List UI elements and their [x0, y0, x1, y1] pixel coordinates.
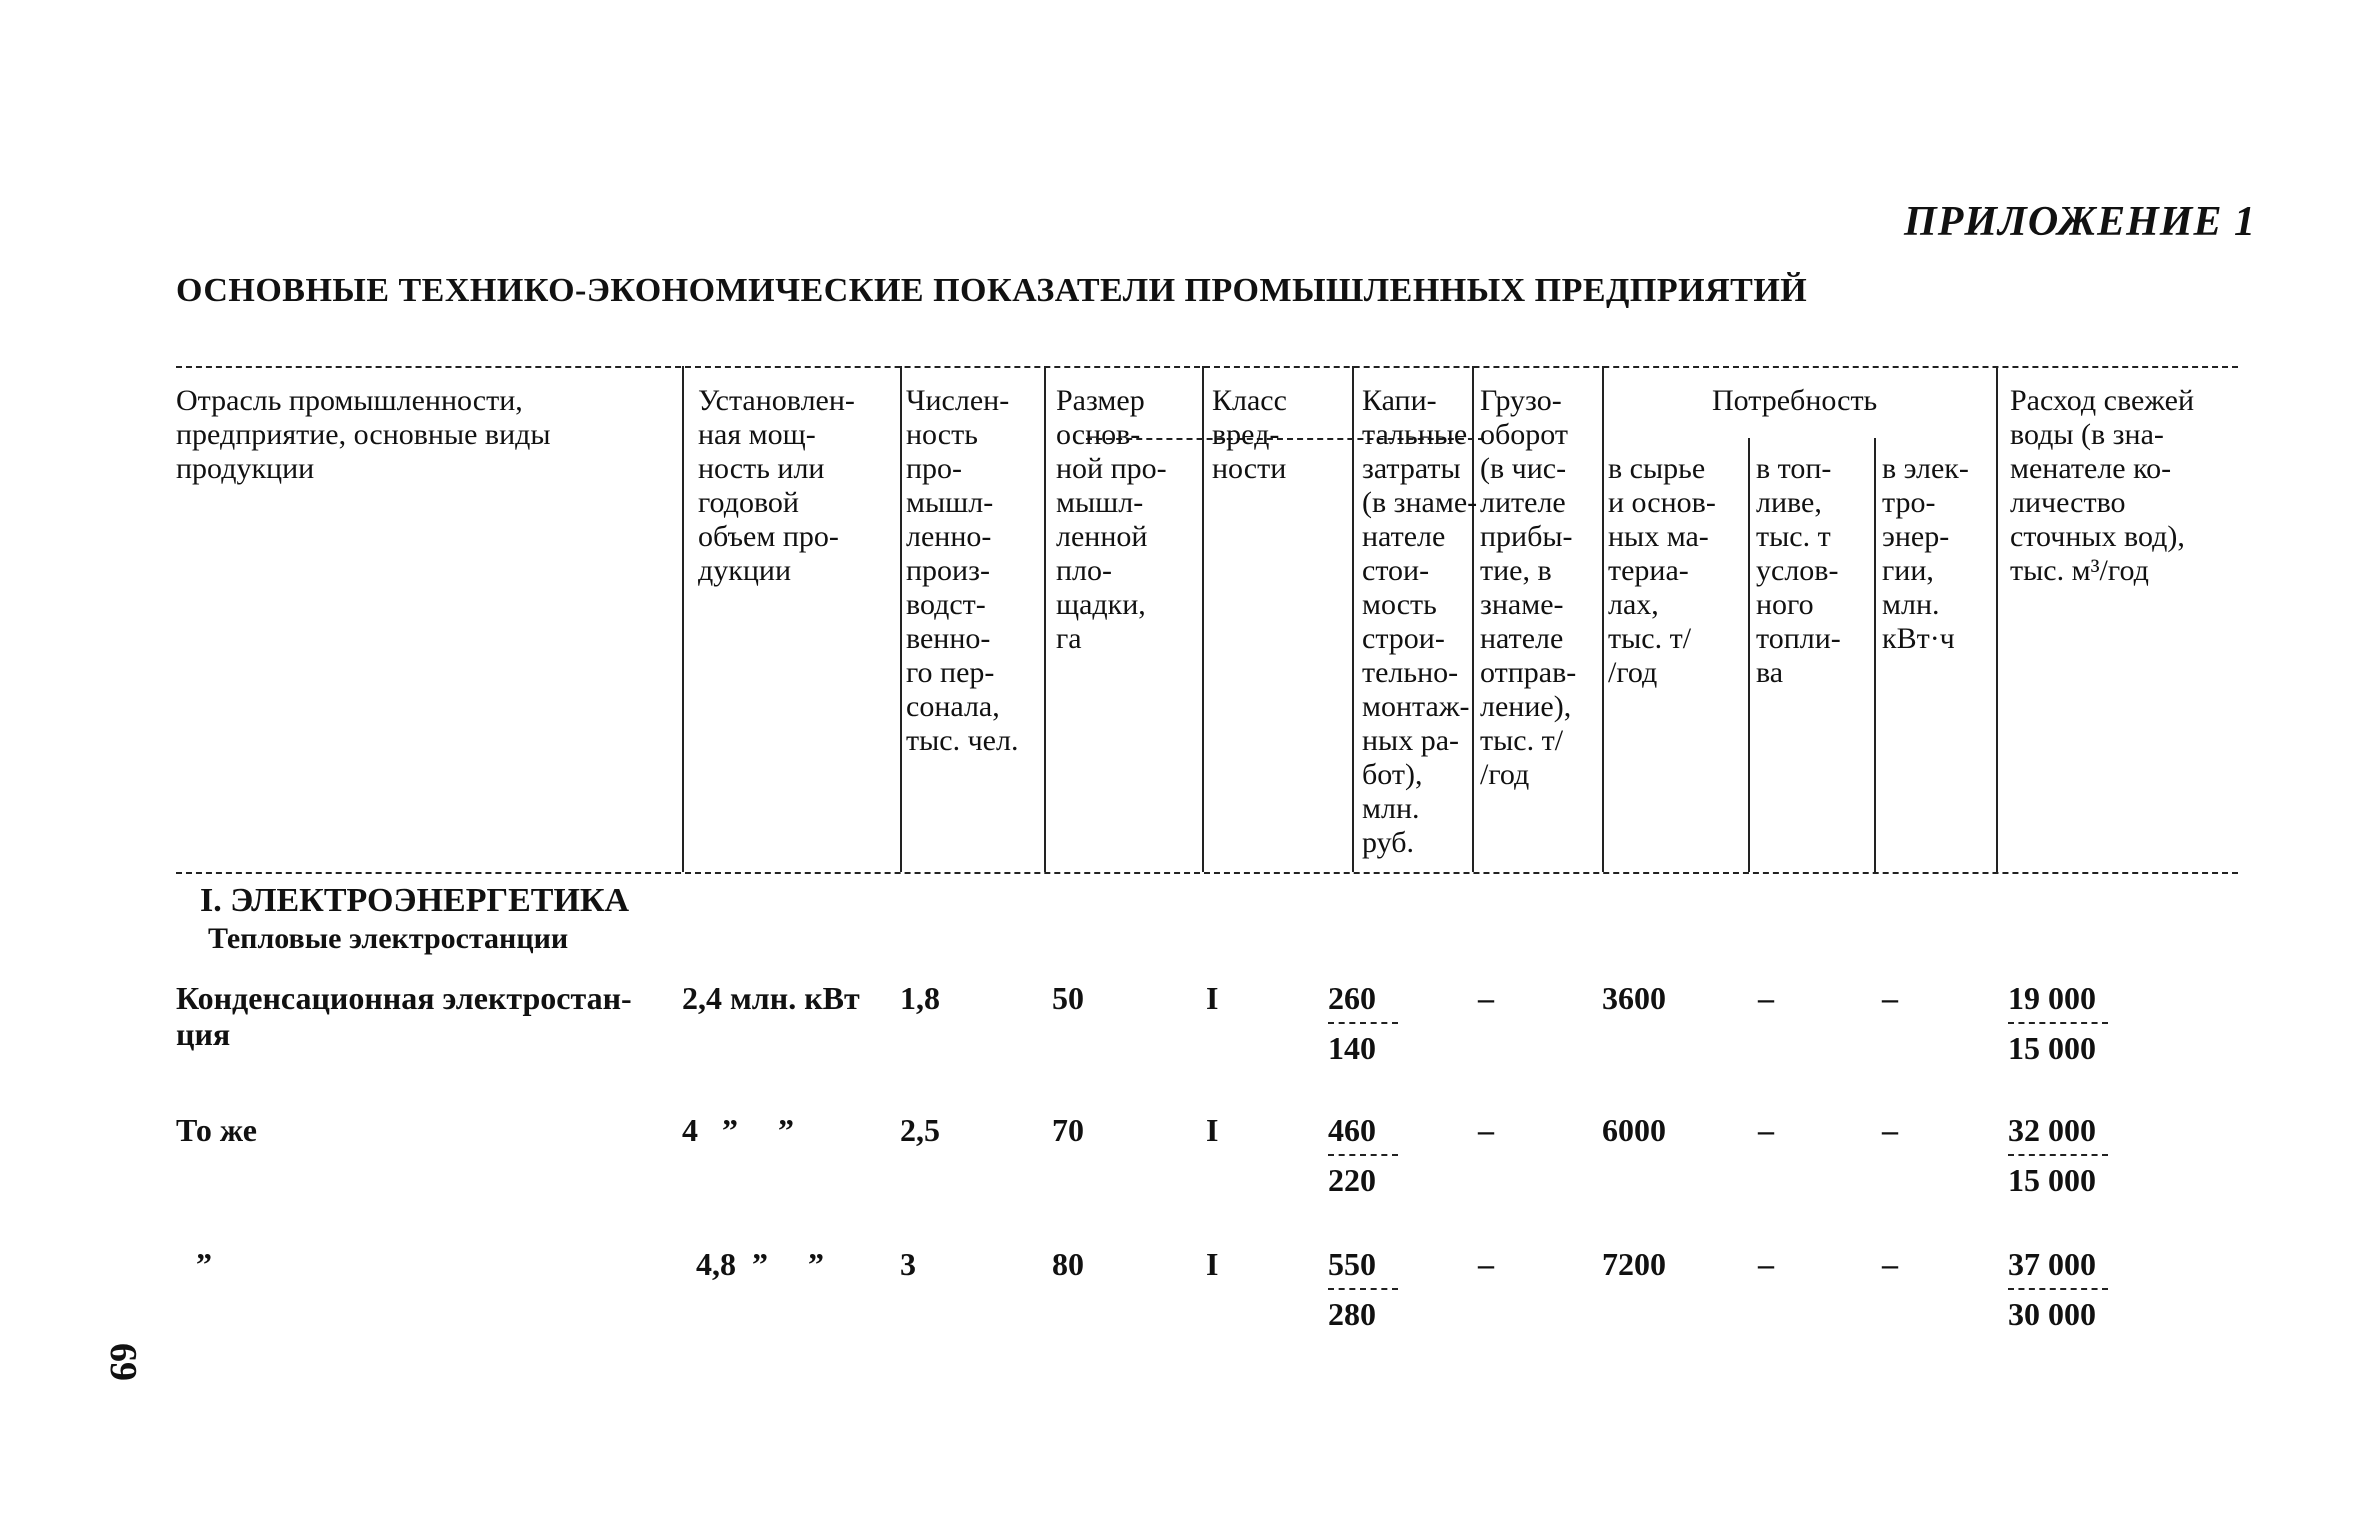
- row-name: ”: [196, 1246, 212, 1282]
- col-divider: [1352, 366, 1354, 872]
- water-denominator: 15 000: [2008, 1162, 2096, 1198]
- row-area: 50: [1052, 980, 1084, 1016]
- row-fuel: –: [1758, 980, 1774, 1016]
- page-number: 69: [102, 1343, 144, 1381]
- row-freight: –: [1478, 980, 1494, 1016]
- row-hazard: I: [1206, 1112, 1219, 1148]
- row-freight: –: [1478, 1246, 1494, 1282]
- row-raw: 7200: [1602, 1246, 1666, 1282]
- document-title: ОСНОВНЫЕ ТЕХНИКО-ЭКОНОМИЧЕСКИЕ ПОКАЗАТЕЛИ ПРОМЫШЛЕННЫХ ПРЕДПРИЯТИЙ: [176, 272, 1808, 309]
- row-water: [2008, 1112, 2108, 1198]
- row-name: Конденсационная электростан- ция: [176, 980, 632, 1052]
- header-staff: Числен- ность про- мышл- ленно- произ- водст- венно- го пер- сонала, тыс. чел.: [906, 384, 1019, 757]
- fraction-line: [1328, 1154, 1398, 1156]
- header-electricity: в элек- тро- энер- гии, млн. кВт·ч: [1882, 452, 1969, 655]
- row-hazard: I: [1206, 980, 1219, 1016]
- appendix-label: ПРИЛОЖЕНИЕ 1: [1904, 199, 2256, 245]
- fraction-line: [2008, 1154, 2108, 1156]
- row-capacity: 2,4 млн. кВт: [682, 980, 860, 1016]
- fraction-line: [2008, 1022, 2108, 1024]
- col-divider: [682, 366, 684, 872]
- capex-denominator: 140: [1328, 1030, 1376, 1066]
- fraction-line: [1328, 1288, 1398, 1290]
- capex-numerator: 260: [1328, 980, 1376, 1016]
- row-staff: 1,8: [900, 980, 940, 1016]
- table-top-rule: [176, 366, 2238, 368]
- row-power: –: [1882, 1246, 1898, 1282]
- row-power: –: [1882, 980, 1898, 1016]
- water-numerator: 19 000: [2008, 980, 2096, 1016]
- water-numerator: 37 000: [2008, 1246, 2096, 1282]
- row-area: 80: [1052, 1246, 1084, 1282]
- water-numerator: 32 000: [2008, 1112, 2096, 1148]
- header-industry: Отрасль промышленности, предприятие, основные виды продукции: [176, 384, 551, 485]
- row-capacity: 4 ” ”: [682, 1112, 794, 1148]
- row-staff: 2,5: [900, 1112, 940, 1148]
- header-fuel: в топ- ливе, тыс. т услов- ного топли- ва: [1756, 452, 1841, 689]
- row-hazard: I: [1206, 1246, 1219, 1282]
- header-raw-materials: в сырье и основ- ных ма- териа- лах, тыс. т/ /год: [1608, 452, 1716, 689]
- water-denominator: 15 000: [2008, 1030, 2096, 1066]
- header-hazard-class: Класс вред- ности: [1212, 384, 1287, 485]
- row-capex: [1328, 980, 1398, 1066]
- row-freight: –: [1478, 1112, 1494, 1148]
- col-divider: [1748, 438, 1750, 872]
- row-capex: [1328, 1112, 1398, 1198]
- capex-numerator: 460: [1328, 1112, 1376, 1148]
- header-capex: Капи- тальные затраты (в знаме- нателе стои- мость строи- тельно- монтаж- ных ра- бот), млн. руб.: [1362, 384, 1478, 859]
- row-power: –: [1882, 1112, 1898, 1148]
- col-divider: [900, 366, 902, 872]
- row-fuel: –: [1758, 1112, 1774, 1148]
- capex-numerator: 550: [1328, 1246, 1376, 1282]
- header-need: Потребность: [1712, 384, 1878, 417]
- header-capacity: Установлен- ная мощ- ность или годовой объем про- дукции: [698, 384, 855, 587]
- fraction-line: [1328, 1022, 1398, 1024]
- header-bottom-rule: [176, 872, 2238, 874]
- fraction-line: [2008, 1288, 2108, 1290]
- row-area: 70: [1052, 1112, 1084, 1148]
- subsection-heading: Тепловые электростанции: [208, 922, 569, 955]
- row-water: [2008, 980, 2108, 1066]
- header-area: Размер основ- ной про- мышл- ленной пло- щадки, га: [1056, 384, 1167, 655]
- row-capacity: 4,8 ” ”: [696, 1246, 824, 1282]
- row-fuel: –: [1758, 1246, 1774, 1282]
- header-water: Расход свежей воды (в зна- менателе ко- личество сточных вод), тыс. м³/год: [2010, 384, 2194, 587]
- section-heading: I. ЭЛЕКТРОЭНЕРГЕТИКА: [200, 882, 630, 919]
- row-name: То же: [176, 1112, 257, 1148]
- col-divider: [1602, 366, 1604, 872]
- row-staff: 3: [900, 1246, 916, 1282]
- row-water: [2008, 1246, 2108, 1332]
- row-capex: [1328, 1246, 1398, 1332]
- row-raw: 6000: [1602, 1112, 1666, 1148]
- row-raw: 3600: [1602, 980, 1666, 1016]
- header-freight: Грузо- оборот (в чис- лителе прибы- тие, в знаме- нателе отправ- ление), тыс. т/ /год: [1480, 384, 1577, 791]
- water-denominator: 30 000: [2008, 1296, 2096, 1332]
- capex-denominator: 220: [1328, 1162, 1376, 1198]
- capex-denominator: 280: [1328, 1296, 1376, 1332]
